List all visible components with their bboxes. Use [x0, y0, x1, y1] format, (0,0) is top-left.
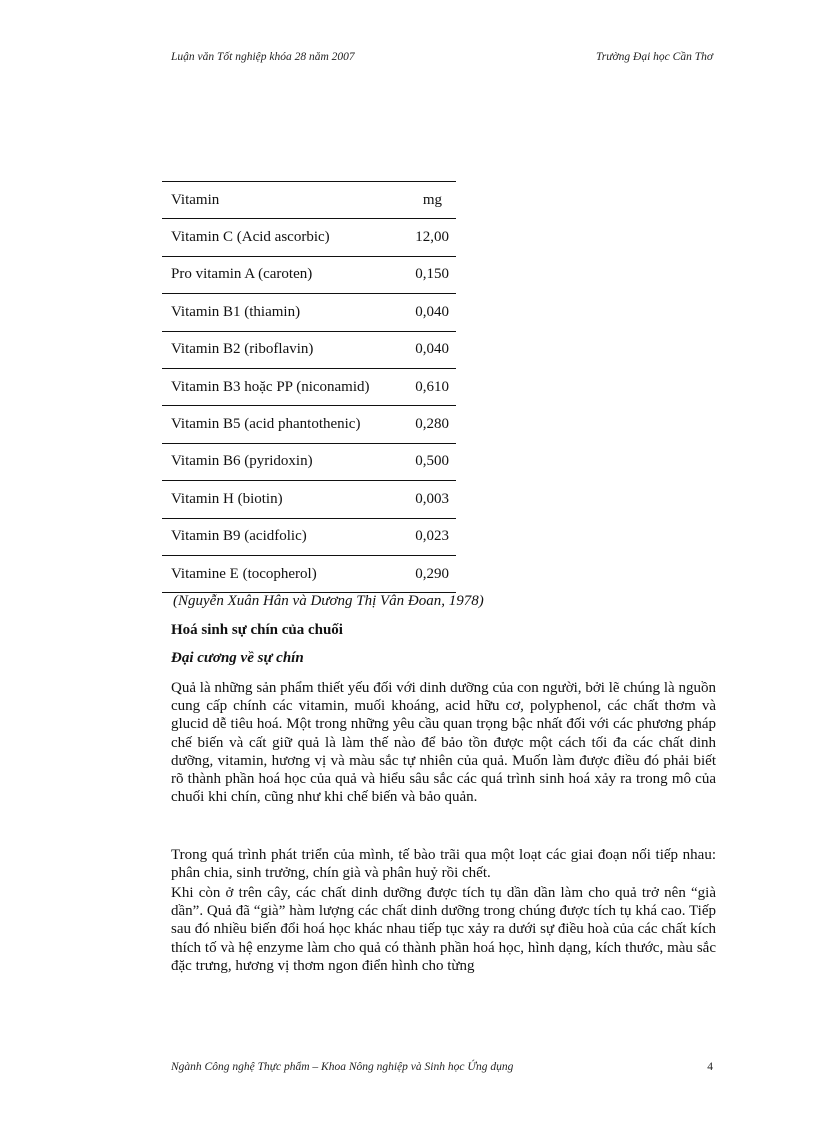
vitamin-value: 0,040	[408, 331, 456, 368]
vitamin-name: Vitamin B5 (acid phantothenic)	[162, 406, 408, 443]
paragraph: Khi còn ở trên cây, các chất dinh dưỡng được tích tụ dần dần làm cho quả trở nên “già dần”. Quả đã “già” hàm lượng các chất dinh dưỡng trong chúng được tích tụ khá cao. Tiếp sau đó nhiều biến đổi hoá học khác nhau tiếp tục xảy ra dưới sự điều hoà của các chất kích thích tố và hệ enzyme làm cho quả có thành phần hoá học, hình dạng, kích thước, màu sắc đặc trưng, hương vị thơm ngon điển hình cho từng	[171, 885, 716, 974]
table-row	[162, 331, 456, 368]
running-header-left: Luận văn Tốt nghiệp khóa 28 năm 2007	[171, 51, 355, 63]
table-row	[162, 406, 456, 443]
vitamin-value: 0,003	[408, 481, 456, 518]
vitamin-value: 0,023	[408, 518, 456, 555]
paragraph: Trong quá trình phát triển của mình, tế bào trãi qua một loạt các giai đoạn nối tiếp nhau: phân chia, sinh trưởng, chín già và phân huỷ rồi chết.	[171, 847, 716, 882]
vitamin-name: Vitamin H (biotin)	[162, 481, 408, 518]
vitamin-name: Vitamin B2 (riboflavin)	[162, 331, 408, 368]
vitamin-name: Vitamin B1 (thiamin)	[162, 294, 408, 331]
table-source-note: (Nguyễn Xuân Hân và Dương Thị Vân Đoan, 1978)	[173, 593, 484, 609]
section-heading: Hoá sinh sự chín của chuối	[171, 622, 343, 638]
vitamin-value: 12,00	[408, 219, 456, 256]
vitamin-value: 0,280	[408, 406, 456, 443]
vitamin-value: 0,150	[408, 256, 456, 293]
subsection-heading: Đại cương về sự chín	[171, 650, 304, 666]
vitamin-value: 0,040	[408, 294, 456, 331]
vitamin-value: 0,500	[408, 443, 456, 480]
page-number: 4	[707, 1061, 713, 1073]
vitamin-name: Pro vitamin A (caroten)	[162, 256, 408, 293]
table-row	[162, 256, 456, 293]
vitamin-name: Vitamine E (tocopherol)	[162, 555, 408, 592]
vitamin-table	[162, 181, 456, 593]
paragraph: Quả là những sản phẩm thiết yếu đối với dinh dưỡng của con người, bởi lẽ chúng là nguồn cung cấp chính các vitamin, muối khoáng, acid hữu cơ, polyphenol, các chất thơm và glucid dễ tiêu hoá. Một trong những yêu cầu quan trọng bậc nhất đối với các phương pháp chế biến và cất giữ quả là làm thế nào để bảo tồn được một cách tối đa các chất dinh dưỡng, vitamin, hương vị và màu sắc tự nhiên của quả. Muốn làm được điều đó phải biết rõ thành phần hoá học của quả và hiểu sâu sắc các quá trình sinh hoá xảy ra trong mô của chuối khi chín, cũng như khi chế biến và bảo quản.	[171, 680, 716, 806]
column-header-vitamin: Vitamin	[162, 182, 408, 219]
table-row	[162, 481, 456, 518]
vitamin-value: 0,610	[408, 368, 456, 405]
running-footer-left: Ngành Công nghệ Thực phẩm – Khoa Nông nghiệp và Sinh học Ứng dụng	[171, 1061, 514, 1073]
vitamin-value: 0,290	[408, 555, 456, 592]
running-header-right: Trường Đại học Cần Thơ	[596, 51, 713, 63]
table-row	[162, 219, 456, 256]
table-row	[162, 294, 456, 331]
table-row	[162, 368, 456, 405]
column-header-mg: mg	[408, 182, 456, 219]
vitamin-name: Vitamin B6 (pyridoxin)	[162, 443, 408, 480]
table-row	[162, 443, 456, 480]
vitamin-name: Vitamin B9 (acidfolic)	[162, 518, 408, 555]
vitamin-name: Vitamin C (Acid ascorbic)	[162, 219, 408, 256]
table-row	[162, 555, 456, 592]
table-header-row	[162, 182, 456, 219]
table-row	[162, 518, 456, 555]
vitamin-name: Vitamin B3 hoặc PP (niconamid)	[162, 368, 408, 405]
